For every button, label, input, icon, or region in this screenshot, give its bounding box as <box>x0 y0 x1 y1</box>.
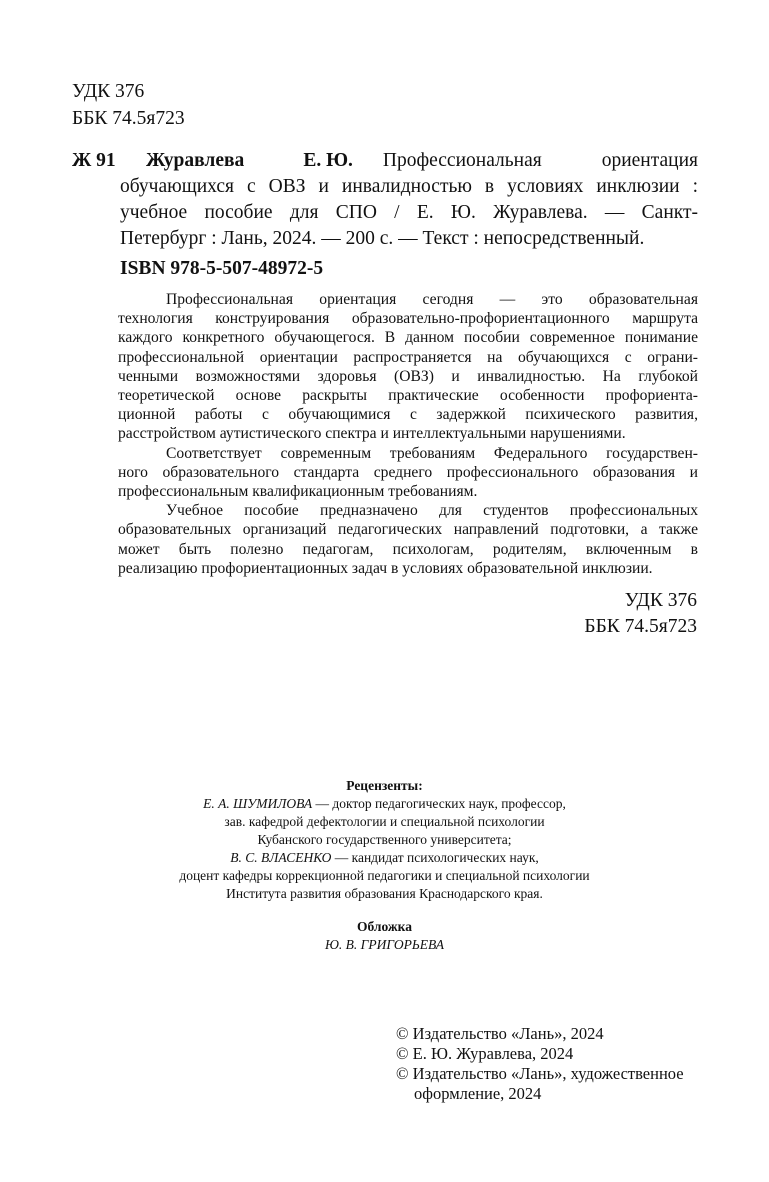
annotation-line: может быть полезно педагогам, психологам, родителям, включенным в <box>118 540 698 558</box>
annotation-line: расстройством аутистического спектра и интеллектуальными нарушениями. <box>118 425 626 443</box>
title-word-1: Профессиональная <box>382 150 542 171</box>
udk-code: УДК 376 <box>624 590 697 611</box>
cover-credit <box>0 918 769 954</box>
reviewer-2-affiliation: Института развития образования Краснодарского края. <box>226 886 543 901</box>
annotation-line: технология конструирования образовательно-профориентационного маршрута <box>118 310 698 328</box>
author-mark: Ж 91 <box>72 150 116 171</box>
author-name <box>120 148 383 174</box>
isbn: ISBN 978-5-507-48972-5 <box>120 258 324 279</box>
udk-code: УДК 376 <box>72 81 145 102</box>
annotation-line: ченными возможностями здоровья (ОВЗ) и инвалидностью. На глубокой <box>118 367 698 385</box>
annotation-line: реализацию профориентационных задач в условиях образовательной инклюзии. <box>118 559 653 577</box>
annotation-line: ционной работы с обучающимися с задержкой психического развития, <box>118 406 698 424</box>
reviewer-2-title: — кандидат психологических наук, <box>331 850 539 865</box>
reviewer-1-name: Е. А. ШУМИЛОВА <box>203 796 313 811</box>
annotation-line: ного образовательного стандарта среднего профессионального образования и <box>118 463 698 481</box>
reviewer-2-name: В. С. ВЛАСЕНКО <box>230 850 332 865</box>
bibliographic-record <box>72 148 698 252</box>
biblio-line: обучающихся с ОВЗ и инвалидностью в условиях инклюзии : <box>120 176 698 197</box>
annotation-line: Профессиональная ориентация сегодня — это образовательная <box>166 291 698 308</box>
reviewers-heading: Рецензенты: <box>346 778 423 793</box>
annotation-line: Соответствует современным требованиям Федерального государствен- <box>166 444 698 462</box>
title-word-2: ориентация <box>601 150 698 171</box>
cover-heading: Обложка <box>356 919 412 934</box>
cover-designer: Ю. В. ГРИГОРЬЕВА <box>324 937 445 952</box>
copyright-block <box>396 1024 684 1104</box>
classification-codes-top <box>72 78 185 132</box>
reviewer-2-position: доцент кафедры коррекционной педагогики и специальной психологии <box>179 868 590 883</box>
bbk-code: ББК 74.5я723 <box>72 108 185 129</box>
annotation-line: образовательных организаций педагогических направлений подготовки, а также <box>118 521 698 539</box>
reviewer-1-title: — доктор педагогических наук, профессор, <box>312 796 566 811</box>
annotation-line: каждого конкретного обучающегося. В данном пособии современное понимание <box>118 329 698 347</box>
reviewer-1 <box>0 795 769 813</box>
copyright-line: © Издательство «Лань», художественное <box>396 1064 684 1083</box>
author-initials: Е. Ю. <box>303 150 353 171</box>
biblio-line: учебное пособие для СПО / Е. Ю. Журавлева. — Санкт- <box>120 202 698 223</box>
biblio-first-line <box>72 148 698 174</box>
reviewer-2 <box>0 849 769 867</box>
annotation <box>118 290 698 578</box>
bbk-code: ББК 74.5я723 <box>584 616 697 637</box>
reviewer-1-affiliation: Кубанского государственного университета; <box>257 832 512 847</box>
copyright-line: © Е. Ю. Журавлева, 2024 <box>396 1044 574 1063</box>
author-surname: Журавлева <box>146 150 245 171</box>
copyright-line: © Издательство «Лань», 2024 <box>396 1024 604 1043</box>
reviewers-block <box>0 777 769 903</box>
annotation-line: профессиональным квалификационным требованиям. <box>118 483 478 501</box>
classification-codes-right <box>584 588 697 640</box>
biblio-line: Петербург : Лань, 2024. — 200 с. — Текст : непосредственный. <box>120 228 645 249</box>
annotation-line: профессиональной ориентации распространяется на обучающихся с ограни- <box>118 348 698 366</box>
annotation-line: теоретической основе раскрыты практические особенности профориента- <box>118 387 698 405</box>
reviewer-1-position: зав. кафедрой дефектологии и специальной психологии <box>224 814 545 829</box>
copyright-line-continuation: оформление, 2024 <box>414 1084 542 1103</box>
annotation-line: Учебное пособие предназначено для студентов профессиональных <box>166 502 698 520</box>
biblio-continuation <box>72 174 698 252</box>
